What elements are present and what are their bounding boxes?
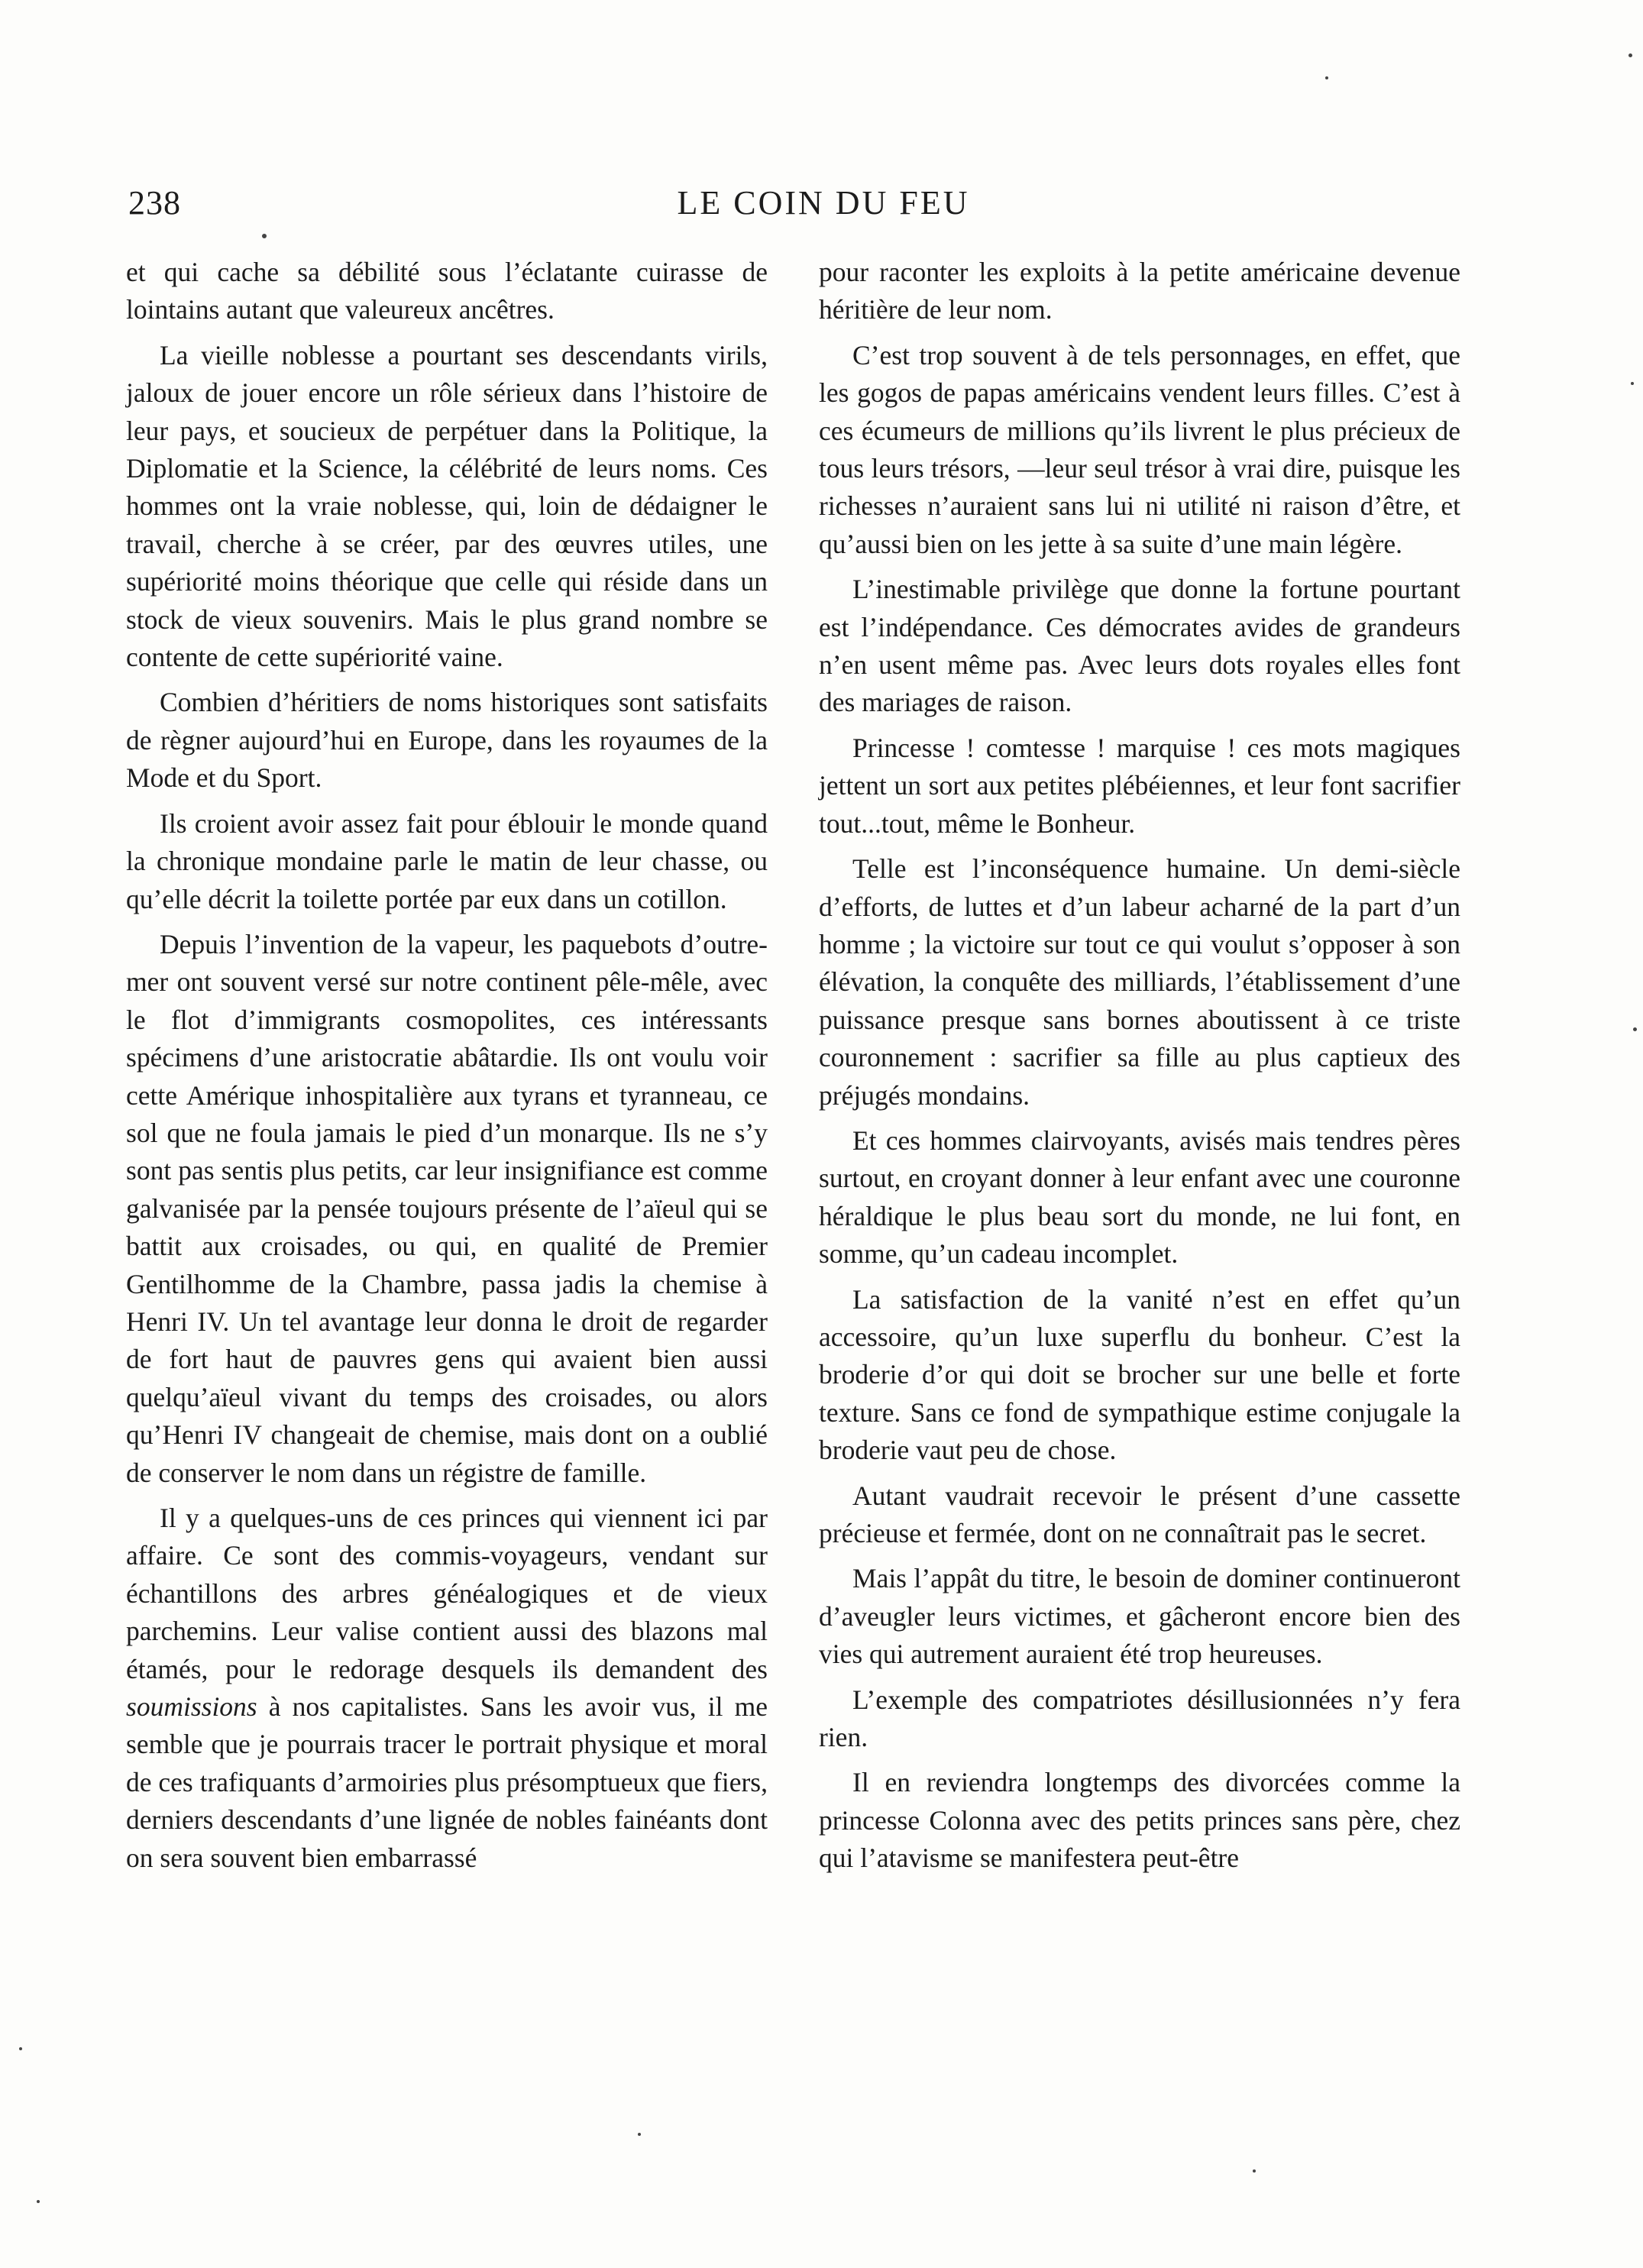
paragraph-text: Il y a quelques-uns de ces princes qui viennent ici par affaire. Ce sont des commis-voyageurs, vendant sur échantillons des arbres généalogiques et de vieux parchemins. Leur valise contient aussi des blazons mal étamés, pour le redorage desquels ils demandent des <box>126 1503 768 1684</box>
paragraph: Depuis l’invention de la vapeur, les paquebots d’outre-mer ont souvent versé sur notre continent pêle-mêle, avec le flot d’immigrants cosmopolites, ces intéressants spécimens d’une aristocratie abâtardie. Ils ont voulu voir cette Amérique inhospitalière aux tyrans et tyranneau, ce sol que ne foula jamais le pied d’un monarque. Ils ne s’y sont pas sentis plus petits, car leur insignifiance est comme galvanisée par la pensée toujours présente de l’aïeul qui se battit aux croisades, ou qui, en qualité de Premier Gentilhomme de la Chambre, passa jadis la chemise à Henri IV. Un tel avantage leur donna le droit de regarder de fort haut de pauvres gens qui avaient bien aussi quelqu’aïeul vivant du temps des croisades, ou alors qu’Henri IV changeait de chemise, mais dont on a oublié de conserver le nom dans un régistre de famille. <box>126 928 768 1488</box>
paragraph: L’inestimable privilège que donne la fortune pourtant est l’indépendance. Ces démocrates avides de grandeurs n’en usent même pas. Avec leurs dots royales elles font des mariages de raison. <box>819 574 1460 718</box>
print-speck <box>1253 2169 1256 2173</box>
paragraph: Combien d’héritiers de noms historiques sont satisfaits de règner aujourd’hui en Europe, dans les royaumes de la Mode et du Sport. <box>126 687 768 794</box>
paragraph: Princesse ! comtesse ! marquise ! ces mots magiques jettent un sort aux petites plébéiennes, et leur font sacrifier tout...tout, même le Bonheur. <box>819 732 1460 839</box>
running-head <box>128 183 1518 229</box>
paragraph: C’est trop souvent à de tels personnages, en effet, que les gogos de papas américains vendent leurs filles. C’est à ces écumeurs de millions qu’ils livrent le plus précieux de tous leurs trésors, —leur seul trésor à vrai dire, puisque les richesses n’auraient sans lui ni utilité ni raison d’être, et qu’aussi bien on les jette à sa suite d’une main légère. <box>819 339 1460 559</box>
paragraph: Ils croient avoir assez fait pour éblouir le monde quand la chronique mondaine parle le matin de leur chasse, ou qu’elle décrit la toilette portée par eux dans un cotillon. <box>126 807 768 914</box>
paragraph-with-italic <box>126 1500 768 1877</box>
running-title: LE COIN DU FEU <box>677 184 970 222</box>
print-speck <box>19 2047 22 2050</box>
left-column <box>126 254 768 1885</box>
print-speck <box>638 2133 641 2136</box>
print-speck <box>1633 1027 1637 1031</box>
print-speck <box>1631 382 1634 385</box>
paragraph: Mais l’appât du titre, le besoin de dominer continueront d’aveugler leurs victimes, et gâcheront encore bien des vies qui autrement auraient été trop heureuses. <box>819 1563 1460 1670</box>
italic-word: soumissions <box>126 1691 257 1723</box>
paragraph: Il en reviendra longtemps des divorcées comme la princesse Colonna avec des petits princes sans père, chez qui l’atavisme se manifestera peut-être <box>819 1767 1460 1874</box>
print-speck <box>1628 53 1632 57</box>
paragraph: Autant vaudrait recevoir le présent d’une cassette précieuse et fermée, dont on ne connaîtrait pas le secret. <box>819 1480 1460 1548</box>
print-speck <box>1325 76 1328 79</box>
paragraph: La vieille noblesse a pourtant ses descendants virils, jaloux de jouer encore un rôle sérieux dans l’histoire de leur pays, et soucieux de perpétuer dans la Politique, la Diplomatie et la Science, la célébrité de leurs noms. Ces hommes ont la vraie noblesse, qui, loin de dédaigner le travail, cherche à se créer, par des œuvres utiles, une supériorité moins théorique que celle qui réside dans un stock de vieux souvenirs. Mais le plus grand nombre se contente de cette supériorité vaine. <box>126 339 768 673</box>
print-speck <box>37 2200 40 2203</box>
paragraph: pour raconter les exploits à la petite américaine devenue héritière de leur nom. <box>819 257 1460 325</box>
paragraph: L’exemple des compatriotes désillusionnées n’y fera rien. <box>819 1684 1460 1753</box>
paragraph: La satisfaction de la vanité n’est en effet qu’un accessoire, qu’un luxe superflu du bonheur. C’est la broderie d’or qui doit se brocher sur une belle et forte texture. Sans ce fond de sympathique estime conjugale la broderie vaut peu de chose. <box>819 1283 1460 1466</box>
print-speck <box>262 234 267 238</box>
paragraph: Telle est l’inconséquence humaine. Un demi-siècle d’efforts, de luttes et d’un labeur acharné de la part d’un homme ; la victoire sur tout ce qui voulut s’opposer à son élévation, la conquête des milliards, l’établissement d’une puissance presque sans bornes aboutissent à ce triste couronnement : sacrifier sa fille au plus captieux des préjugés mondains. <box>819 853 1460 1111</box>
paragraph: et qui cache sa débilité sous l’éclatante cuirasse de lointains autant que valeureux ancêtres. <box>126 257 768 325</box>
paragraph: Et ces hommes clairvoyants, avisés mais tendres pères surtout, en croyant donner à leur enfant avec une couronne héraldique le plus beau sort du monde, ne lui font, en somme, qu’un cadeau incomplet. <box>819 1124 1460 1270</box>
page-number: 238 <box>128 184 181 222</box>
paragraph-text: à nos capitalistes. Sans les avoir vus, il me semble que je pourrais tracer le portrait physique et moral de ces trafiquants d’armoiries plus présomptueux que fiers, derniers descendants d’une lignée de nobles fainéants dont on sera souvent bien embarrassé <box>126 1691 768 1873</box>
right-column <box>819 254 1460 1885</box>
